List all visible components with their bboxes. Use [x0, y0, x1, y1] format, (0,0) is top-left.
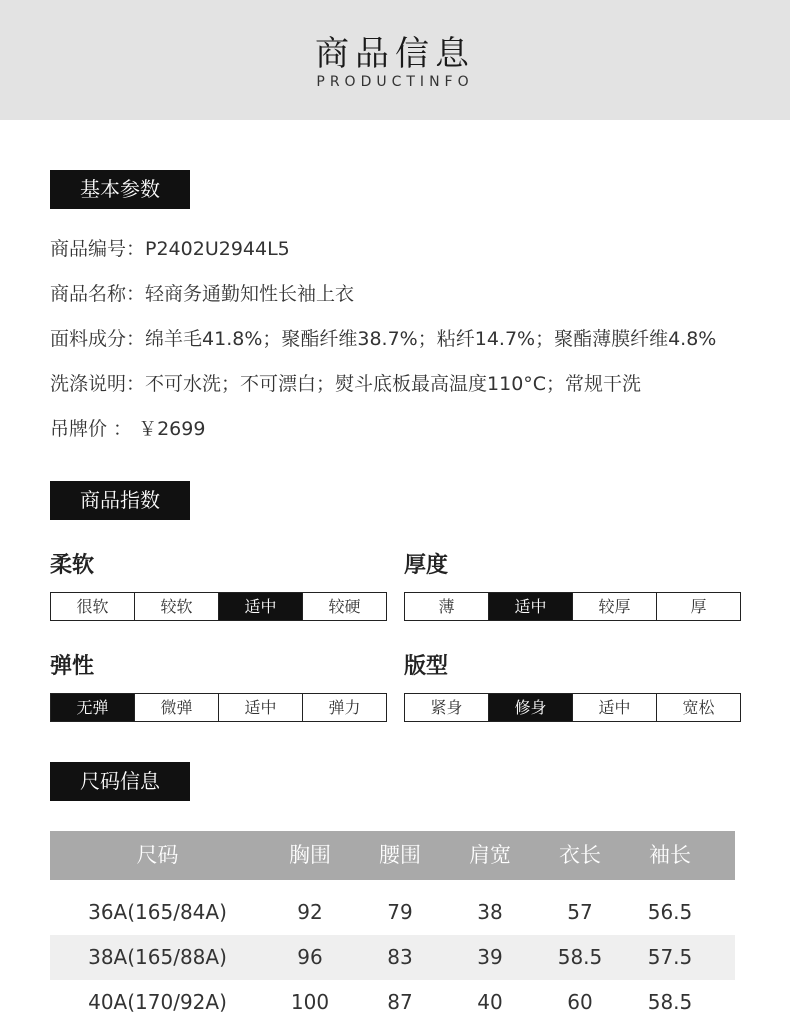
index-title-elasticity: 弹性 [50, 654, 95, 679]
param-row-price [50, 416, 205, 442]
header-cell-length: 衣长 [559, 843, 601, 867]
index-option: 厚 [690, 597, 707, 616]
table-row [50, 935, 735, 980]
table-cell: 38 [477, 900, 503, 924]
size-table-header [50, 831, 735, 880]
param-label: 商品编号： [50, 238, 146, 260]
table-cell: 100 [290, 990, 330, 1014]
index-option: 较软 [135, 593, 219, 620]
table-cell: 40 [477, 990, 503, 1014]
index-option: 适中 [573, 694, 657, 721]
section-tag-size: 尺码信息 [50, 762, 190, 801]
table-cell: 58.5 [647, 990, 693, 1014]
header-cell-sleeve: 袖长 [649, 843, 691, 867]
index-option: 适中 [489, 593, 573, 620]
header-cell-shoulder: 肩宽 [469, 843, 511, 867]
index-option: 较厚 [573, 593, 657, 620]
table-cell: 56.5 [647, 900, 693, 924]
index-option: 无弹 [51, 694, 135, 721]
header-cell-size: 尺码 [136, 843, 179, 867]
table-cell: 60 [567, 990, 593, 1014]
page-title: 商品信息 [315, 34, 475, 74]
index-option: 修身 [489, 694, 573, 721]
param-row-wash [50, 371, 641, 397]
param-label: 商品名称： [50, 283, 146, 305]
param-value: 不可水洗；不可漂白；熨斗底板最高温度110°C；常规干洗 [145, 373, 642, 395]
param-value: ￥2699 [132, 418, 206, 440]
index-option: 紧身 [405, 694, 489, 721]
param-row-code [50, 236, 290, 262]
param-label: 洗涤说明： [50, 373, 146, 395]
table-cell: 57 [567, 900, 593, 924]
index-option: 薄 [405, 593, 489, 620]
index-option: 微弹 [135, 694, 219, 721]
index-title-softness: 柔软 [50, 553, 95, 578]
section-tag-index: 商品指数 [50, 481, 190, 520]
param-value: 轻商务通勤知性长袖上衣 [145, 283, 355, 305]
header-cell-chest: 胸围 [289, 843, 331, 867]
table-row [50, 980, 735, 1024]
index-title-fit: 版型 [404, 654, 449, 679]
param-value: P2402U2944L5 [145, 238, 290, 260]
param-value: 绵羊毛41.8%；聚酯纤维38.7%；粘纤14.7%；聚酯薄膜纤维4.8% [145, 328, 717, 350]
index-option: 宽松 [682, 698, 715, 717]
table-cell: 36A(165/84A) [88, 900, 227, 924]
table-cell: 57.5 [647, 945, 693, 969]
page-subtitle: PRODUCTINFO [316, 74, 474, 90]
index-option: 较硬 [328, 597, 361, 616]
param-row-fabric [50, 326, 716, 352]
index-option: 弹力 [328, 698, 361, 717]
size-table [50, 831, 735, 1024]
index-option: 很软 [51, 593, 135, 620]
table-cell: 87 [387, 990, 413, 1014]
table-row [50, 890, 735, 935]
table-cell: 58.5 [557, 945, 603, 969]
index-bar-elasticity [50, 693, 387, 722]
index-option: 适中 [219, 694, 303, 721]
header-cell-waist: 腰围 [379, 843, 421, 867]
index-bar-softness [50, 592, 387, 621]
table-cell: 83 [387, 945, 413, 969]
table-cell: 92 [297, 900, 323, 924]
index-bar-thickness [404, 592, 741, 621]
index-title-thickness: 厚度 [404, 553, 449, 578]
param-label: 面料成分： [50, 328, 146, 350]
table-cell: 39 [477, 945, 503, 969]
param-row-name [50, 281, 354, 307]
table-cell: 79 [387, 900, 413, 924]
table-cell: 96 [297, 945, 323, 969]
table-cell: 38A(165/88A) [88, 945, 227, 969]
index-bar-fit [404, 693, 741, 722]
param-label: 吊牌价 ： [50, 418, 133, 440]
index-option: 适中 [219, 593, 303, 620]
table-cell: 40A(170/92A) [88, 990, 227, 1014]
section-tag-basic: 基本参数 [50, 170, 190, 209]
